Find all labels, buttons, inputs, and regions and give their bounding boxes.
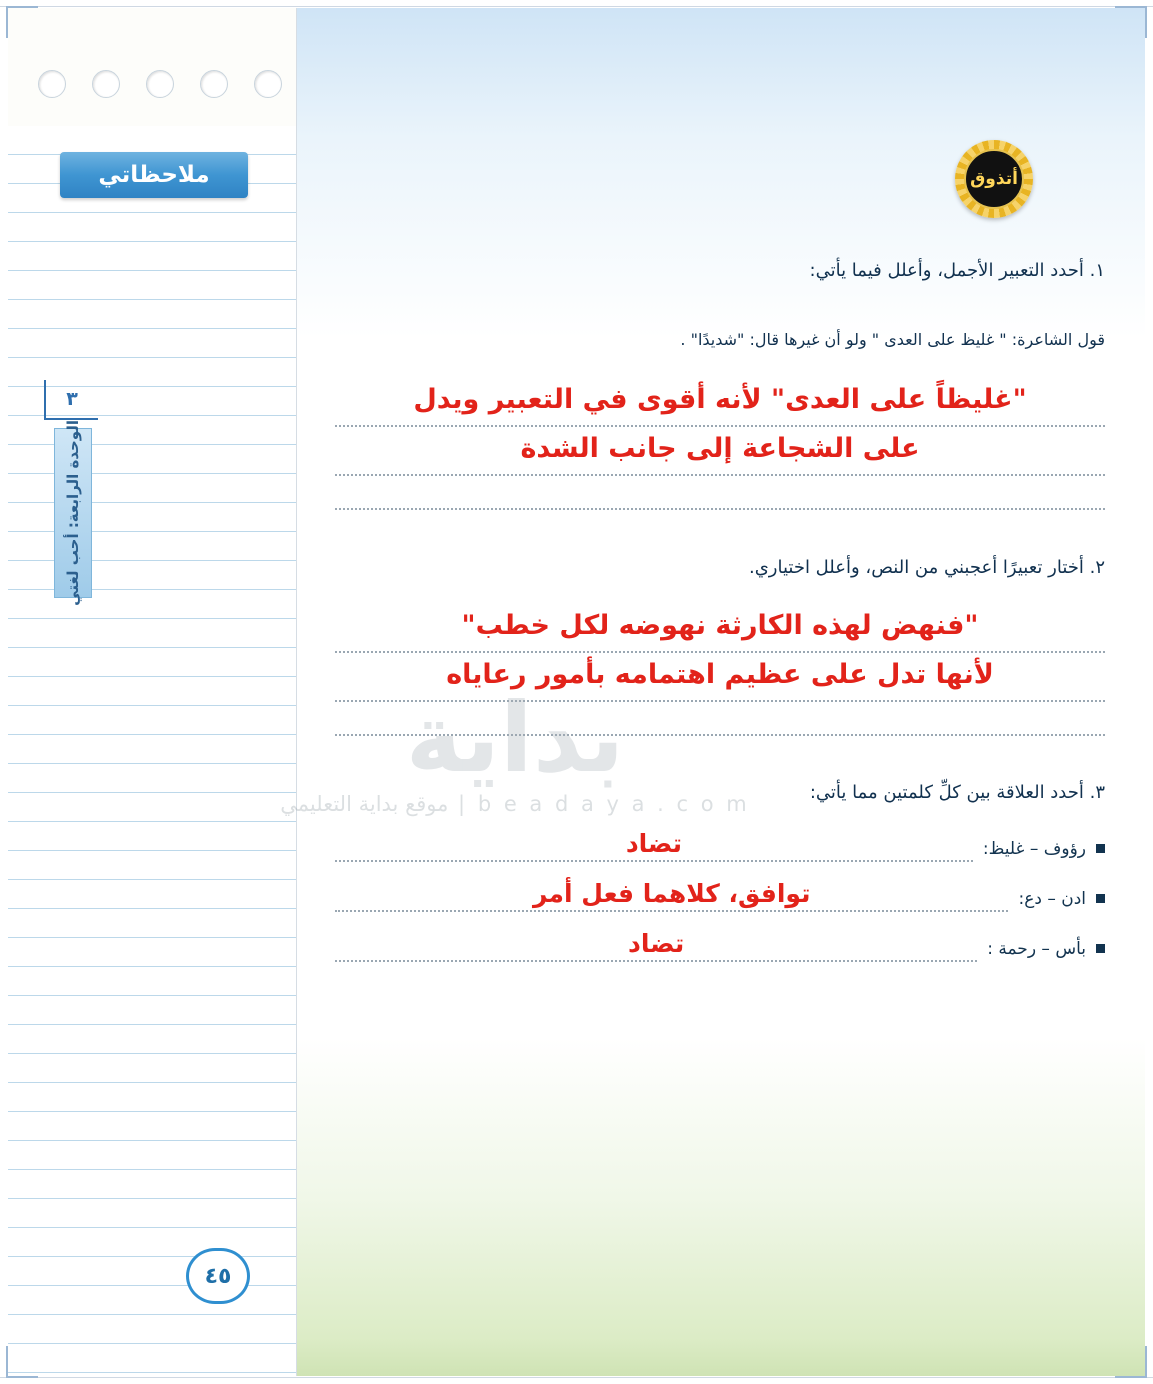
- relation-1-label: رؤوف – غليظ:: [982, 839, 1086, 859]
- punch-hole-icon: [200, 70, 228, 98]
- answer-rule: [335, 651, 1105, 653]
- question-1-answer-line-1: "غليظاً على العدى" لأنه أقوى في التعبير ويدل: [413, 384, 1027, 415]
- punch-hole-icon: [38, 70, 66, 98]
- answer-rule: [335, 425, 1105, 427]
- question-1-quote-text: قول الشاعرة: " غليظ على العدى " ولو أن غيرها قال: "شديدًا" .: [680, 330, 1105, 349]
- answer-rule: [335, 508, 1105, 510]
- spacer: [335, 702, 1105, 728]
- relation-1-answer-field[interactable]: [335, 826, 973, 862]
- question-1-prompt: ١. أحدد التعبير الأجمل، وأعلل فيما يأتي:: [809, 260, 1105, 281]
- unit-ribbon: [54, 420, 92, 606]
- question-2-prompt: ٢. أختار تعبيرًا أعجبني من النص، وأعلل اختياري.: [748, 557, 1105, 578]
- relation-row-2[interactable]: [335, 876, 1105, 912]
- spacer: [335, 476, 1105, 502]
- bullet-square-icon: [1096, 894, 1105, 903]
- relation-2-answer: توافق، كلاهما فعل أمر: [532, 879, 811, 908]
- question-1-answer[interactable]: [335, 380, 1105, 510]
- question-1-answer-line-2: على الشجاعة إلى جانب الشدة: [520, 433, 920, 465]
- relation-3-answer: تضاد: [627, 929, 685, 958]
- notes-tab: [60, 152, 248, 198]
- notes-panel: [8, 8, 297, 1376]
- question-2-answer[interactable]: [335, 606, 1105, 736]
- relation-2-answer-field[interactable]: [335, 876, 1008, 912]
- unit-ribbon-label: الوحدة الرابعة: أحب لغتي: [64, 420, 82, 606]
- question-2-answer-line-1: "فنهض لهذه الكارثة نهوضه لكل خطب": [461, 610, 979, 641]
- seal-label: أتذوق: [970, 169, 1018, 189]
- notes-tab-label: ملاحظاتي: [98, 162, 210, 188]
- page-number-value: ٤٥: [204, 1263, 232, 1289]
- question-1-quote: [335, 326, 1105, 353]
- punch-hole-icon: [146, 70, 174, 98]
- question-3-prompt: ٣. أحدد العلاقة بين كلِّ كلمتين مما يأتي:: [809, 782, 1105, 803]
- watermark-sub-text: b e a d a y a . c o m | موقع بداية التعليمي: [280, 792, 750, 816]
- relation-row-3[interactable]: [335, 926, 1105, 962]
- unit-number-marker: [44, 380, 98, 420]
- page-number: [186, 1248, 250, 1304]
- watermark-main-text: بداية: [405, 682, 625, 794]
- relation-2-label: ادن – دع:: [1018, 889, 1086, 909]
- content-area: [297, 8, 1145, 1376]
- bullet-square-icon: [1096, 944, 1105, 953]
- unit-number-value: ٣: [66, 388, 78, 410]
- question-1: [335, 256, 1105, 287]
- question-2: [335, 553, 1105, 584]
- punch-hole-icon: [254, 70, 282, 98]
- question-2-answer-line-2: لأنها تدل على عظيم اهتمامه بأمور رعاياه: [446, 659, 994, 691]
- frame-top-line: [0, 6, 1153, 7]
- relation-1-answer: تضاد: [625, 829, 683, 858]
- question-3: [335, 778, 1105, 809]
- notebook-ruled-lines: [8, 126, 296, 1376]
- relation-3-answer-field[interactable]: [335, 926, 977, 962]
- punch-hole-icon: [92, 70, 120, 98]
- answer-rule: [335, 734, 1105, 736]
- seal-inner-circle: [964, 149, 1024, 209]
- relation-row-1[interactable]: [335, 826, 1105, 862]
- relation-3-label: بأس – رحمة :: [987, 939, 1086, 959]
- frame-bottom-line: [0, 1377, 1153, 1378]
- taste-seal-icon: [955, 140, 1033, 218]
- bullet-square-icon: [1096, 844, 1105, 853]
